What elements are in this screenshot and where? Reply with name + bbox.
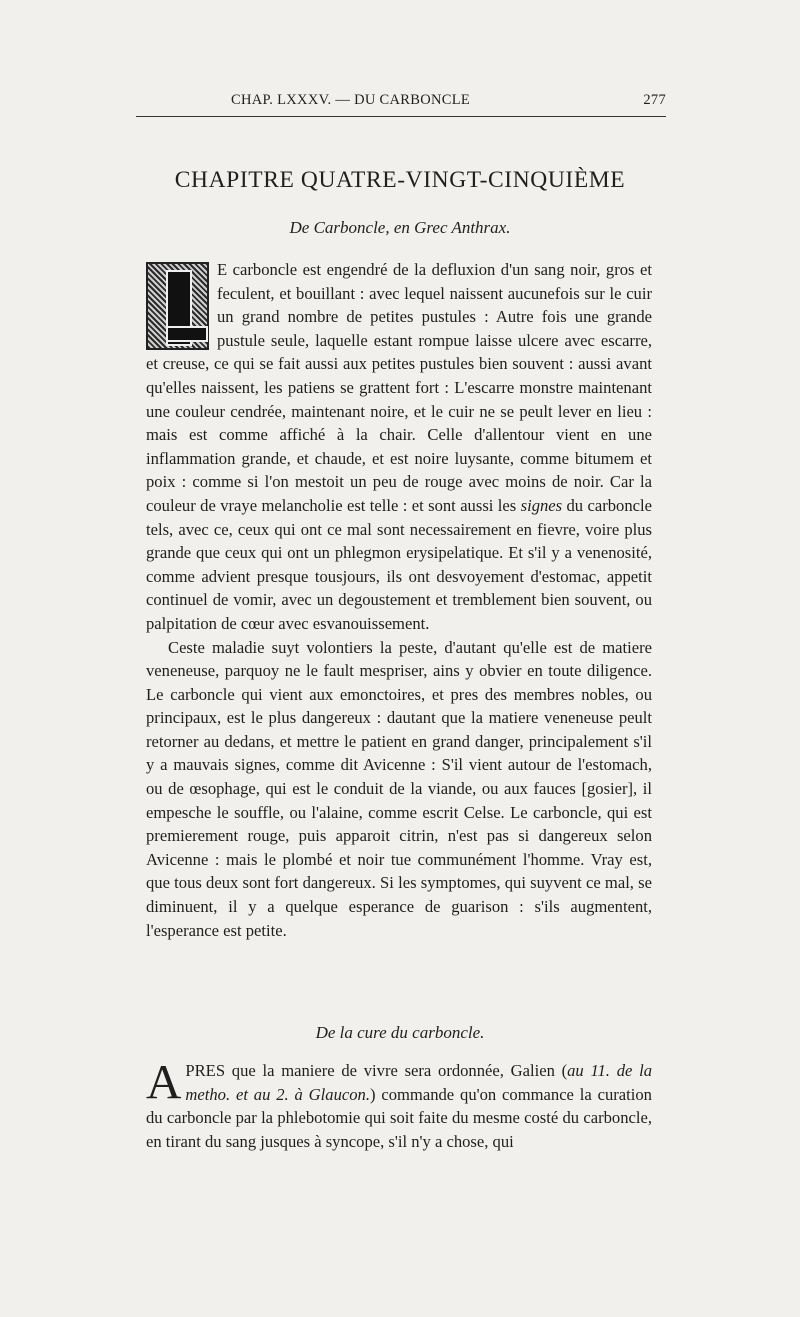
running-title: CHAP. LXXXV. — DU CARBONCLE <box>231 92 471 108</box>
header-rule <box>136 116 666 117</box>
section-text-a: que la maniere de vivre sera ordonnée, Galien ( <box>225 1061 568 1080</box>
initial-foot <box>166 326 208 342</box>
main-text <box>146 258 652 942</box>
chapter-subtitle: De Carboncle, en Grec Anthrax. <box>289 218 511 237</box>
italic-signes: signes <box>520 495 563 515</box>
ornamental-initial-l-icon <box>146 262 209 350</box>
drop-cap-a: A <box>146 1054 182 1109</box>
page-number: 277 <box>643 92 666 108</box>
paragraph-3 <box>146 1054 652 1153</box>
chapter-title: CHAPITRE QUATRE-VINGT-CINQUIÈME <box>174 167 626 193</box>
paragraph-2: Ceste maladie suyt volontiers la peste, d'autant qu'elle est de matiere veneneuse, parquoy ne le fault mespriser, ains y obvier en toute diligence. Le carboncle qui vient aux emonctoires, et pres des membres nobles, ou principaux, est le plus dangereux : dautant que la matiere veneneuse peult retorner au dedans, et mettre le patient en grand danger, principalement s'il y a mauvais signes, comme dit Avicenne : S'il vient autour de l'estomach, ou de œsophage, qui est le conduit de la viande, ou aux fauces [gosier], il empesche le souffle, ou l'alaine, comme escrit Celse. Le carboncle, qui est premierement rouge, puis apparoit citrin, n'est pas si dangereux selon Avicenne : mais le plombé et noir tue communément l'homme. Vray est, que tous deux sont fort dangereux. Si les symptomes, qui suyvent ce mal, se diminuent, il y a quelque esperance de guarison : s'ils augmentent, l'esperance est petite. <box>146 637 652 940</box>
paragraph-1 <box>146 258 652 636</box>
section-text-b: ) commande qu'on commance la curation du carboncle par la phlebotomie qui soit faite du mesme costé du carboncle, en tirant du sang jusques à syncope, s'il n'y a chose, qui <box>146 1084 652 1151</box>
section-title: De la cure du carboncle. <box>315 1023 485 1042</box>
paragraph-1-lead: E carboncle est engendré de la defluxion d'un sang noir, gros et feculent, et bouillant : avec lequel naissent aucunefois sur le cuir un grand nombre de petites pustules : Autre fois une grande pustule seule, laquelle estant rompue laisse ulcere avec escarre, et creuse, ce qui se fait aussi aux petites pustules bien souvent : aussi avant qu'elles naissent, les patiens se grattent fort : L'escarre monstre maintenant une couleur cendrée, maintenant noire, et le cuir ne se peult lever en lieu : mais est comme affiché à la chair. Celle d'allentour vient en une inflammation grande, et chaude, et est noire luysante, comme bitumem et poix : comme si l'on mestoit un peu de rouge avec moins de noir. Car la couleur de vraye melancholie est telle : et sont aussi les <box>146 260 652 515</box>
section-text <box>146 1054 652 1153</box>
paragraph-1-rest: du carboncle tels, avec ce, ceux qui ont ce mal sont necessairement en fievre, voire plus grande que ceux qui ont un phlegmon erysipelatique. Et s'il y a venenosité, comme advient presque tousjours, ils ont desvoyement d'estomac, appetit continuel de vomir, avec un degoustement et tremblement bien souvent, ou palpitation de cœur avec esvanouissement. <box>146 495 652 633</box>
small-caps-pres: PRES <box>185 1061 226 1080</box>
citation: au 11. de la metho. et au 2. à Glaucon. <box>185 1061 652 1104</box>
